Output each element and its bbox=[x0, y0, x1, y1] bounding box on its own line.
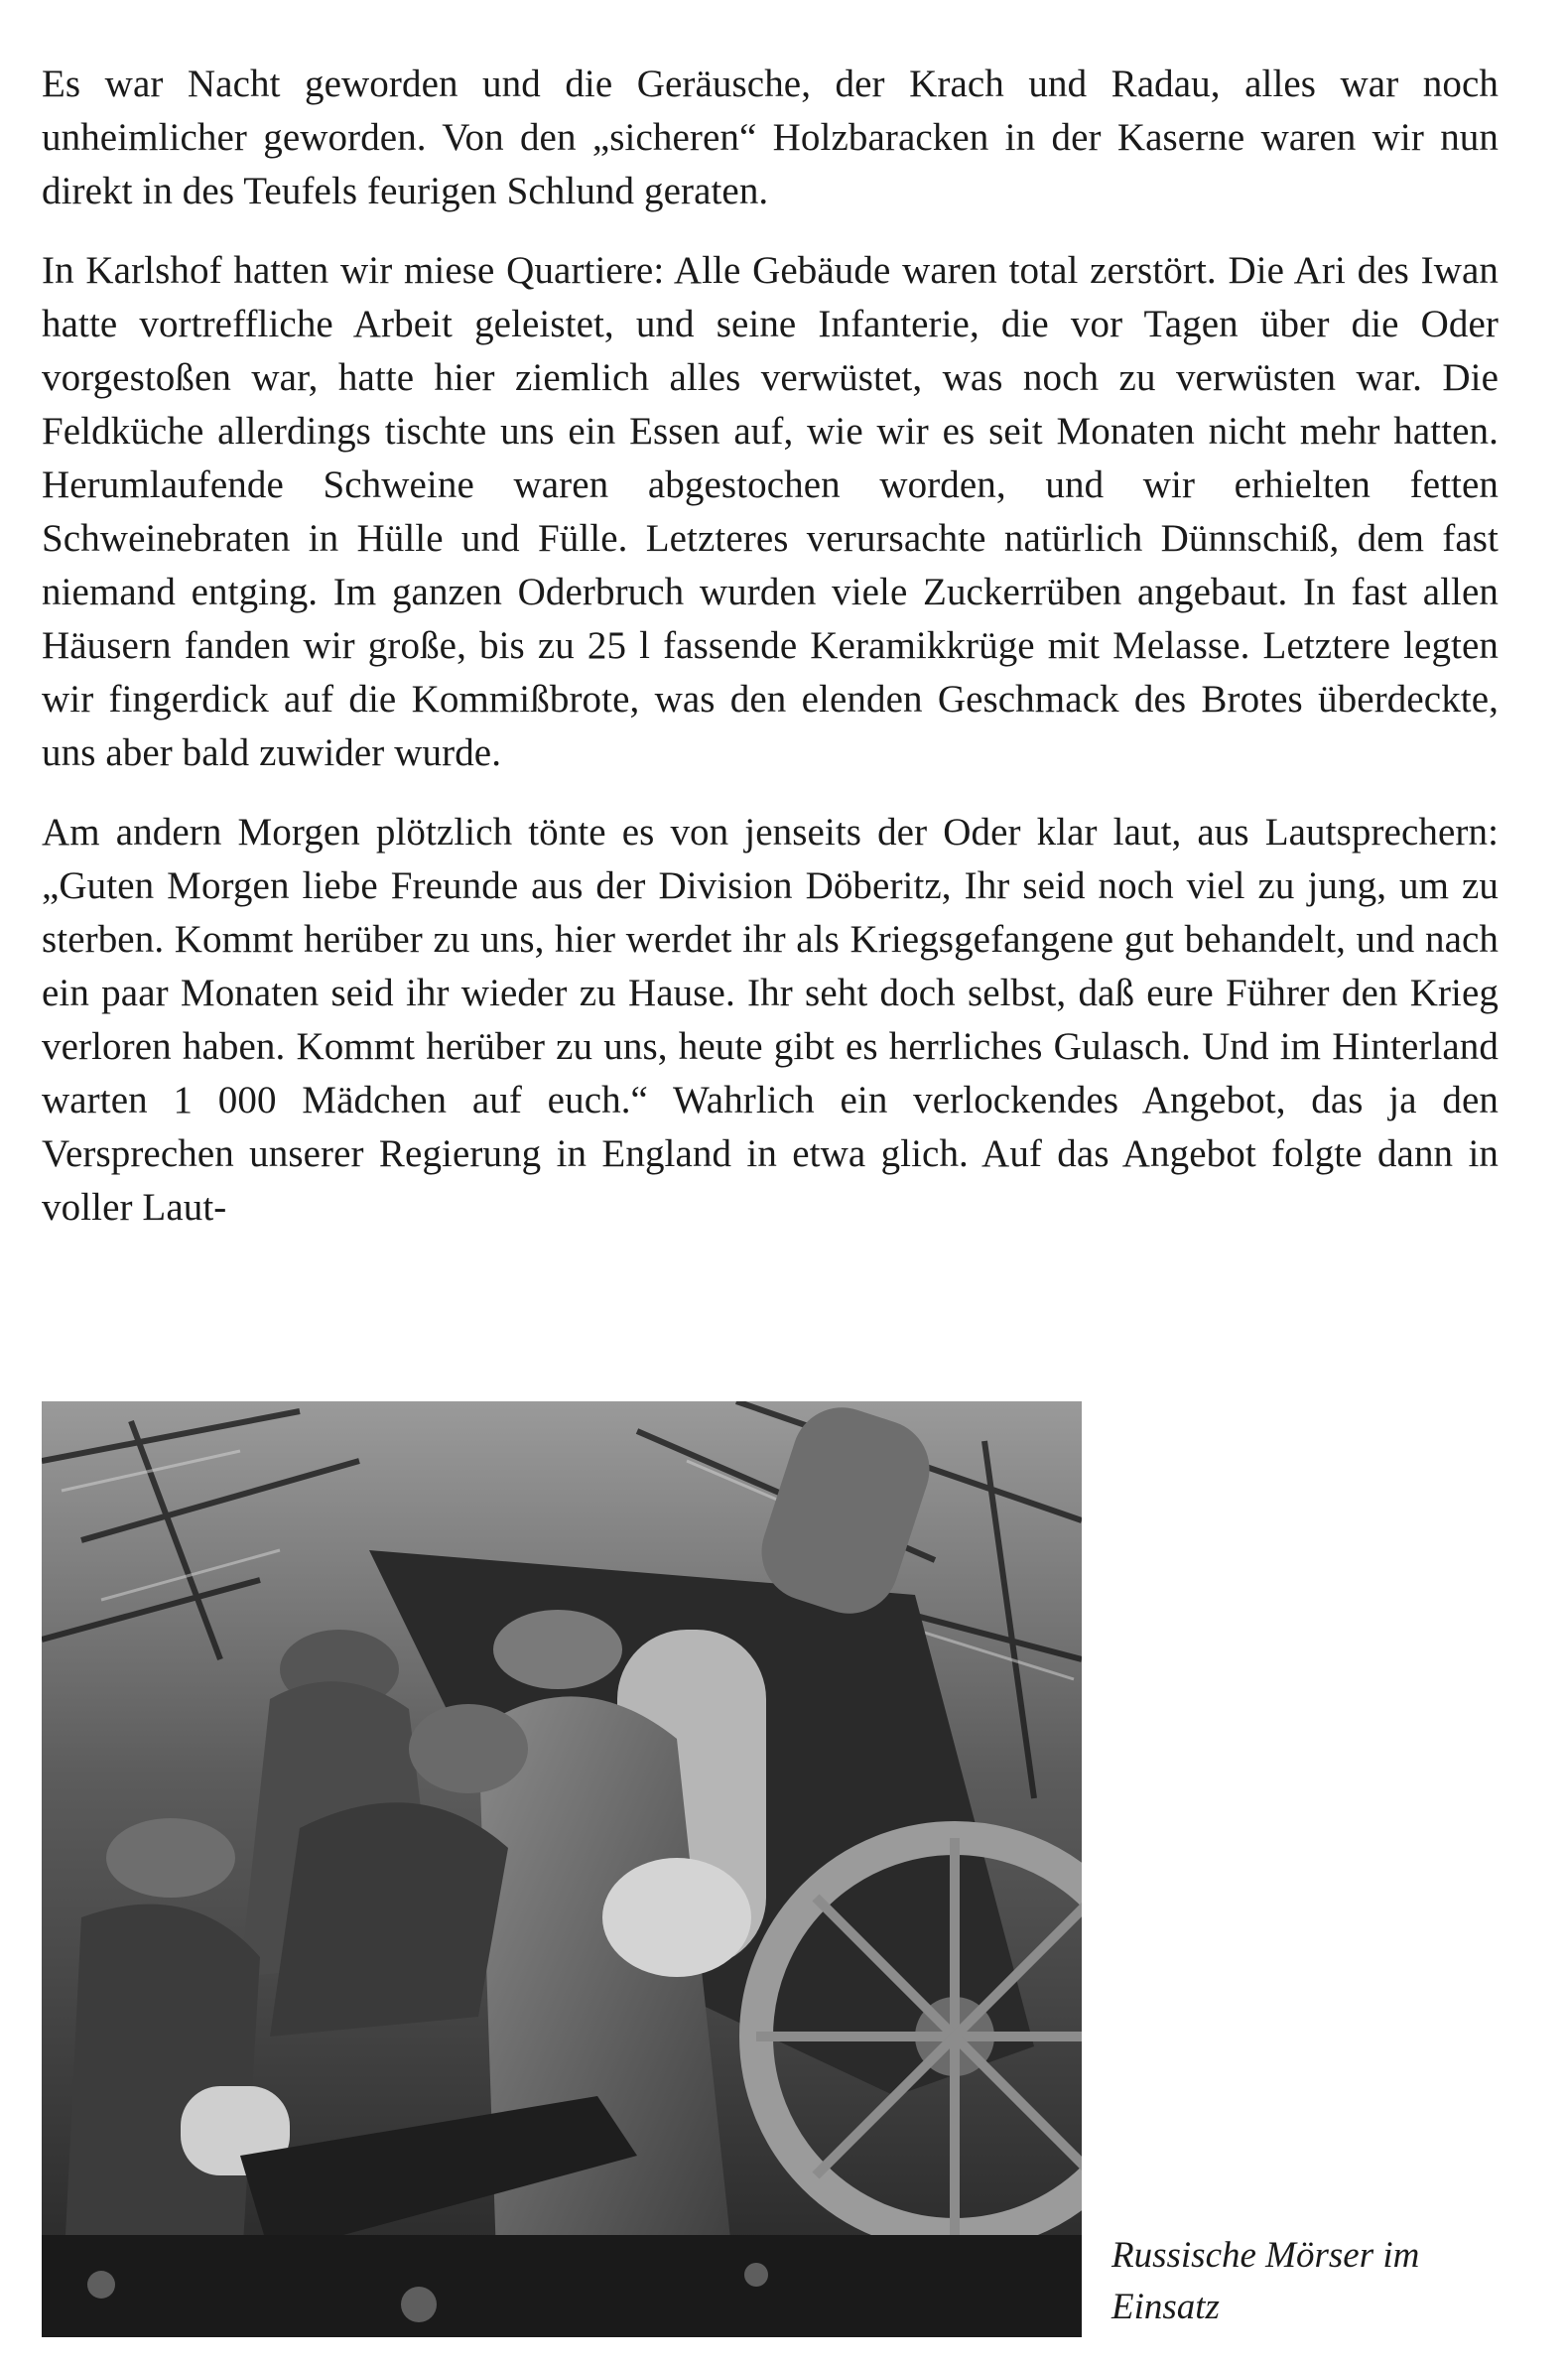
caption-line-1: Russische Mörser im bbox=[1111, 2235, 1420, 2276]
photo-caption bbox=[1111, 2230, 1548, 2333]
paragraph-2: In Karlshof hatten wir miese Quartiere: Alle Gebäude waren total zerstört. Die Ari des Iwan hatte vortreffliche Arbeit geleistet, und seine Infanterie, die vor Tagen über die Oder vorgestoßen war, hatte hier ziemlich alles verwüstet, was noch zu verwüsten war. Die Feldküche allerdings tischte uns ein Essen auf, wie wir es seit Monaten nicht mehr hatten. Herumlaufende Schweine waren abgestochen worden, und wir erhielten fetten Schweinebraten in Hülle und Fülle. Letzteres verursachte natürlich Dünnschiß, dem fast niemand entging. Im ganzen Oderbruch wurden viele Zuckerrüben angebaut. In fast allen Häusern fanden wir große, bis zu 25 l fassende Keramikkrüge mit Melasse. Letztere legten wir fingerdick auf die Kommißbrote, was den elenden Geschmack des Brotes überdeckte, uns aber bald zuwider wurde. bbox=[42, 249, 1499, 774]
body-text bbox=[42, 58, 1499, 1260]
photo-illustration bbox=[42, 1401, 1082, 2337]
paragraph-1: Es war Nacht geworden und die Geräusche, der Krach und Radau, alles war noch unheimlicher geworden. Von den „sicheren“ Holzbaracken in der Kaserne waren wir nun direkt in des Teufels feurigen Schlund geraten. bbox=[42, 63, 1499, 212]
paragraph-3: Am andern Morgen plötzlich tönte es von jenseits der Oder klar laut, aus Lautsprechern: „Guten Morgen liebe Freunde aus der Division Döberitz, Ihr seid noch viel zu jung, um zu sterben. Kommt herüber zu uns, hier werdet ihr als Kriegsgefangene gut behandelt, und nach ein paar Monaten seid ihr wieder zu Hause. Ihr seht doch selbst, daß eure Führer den Krieg verloren haben. Kommt herüber zu uns, heute gibt es herrliches Gulasch. Und im Hinterland warten 1 000 Mädchen auf euch.“ Wahrlich ein verlockendes Angebot, das ja den Versprechen unserer Regierung in England in etwa glich. Auf das Angebot folgte dann in voller Laut- bbox=[42, 811, 1499, 1229]
mortar-crew-photo bbox=[42, 1401, 1082, 2337]
caption-line-2: Einsatz bbox=[1111, 2287, 1220, 2327]
